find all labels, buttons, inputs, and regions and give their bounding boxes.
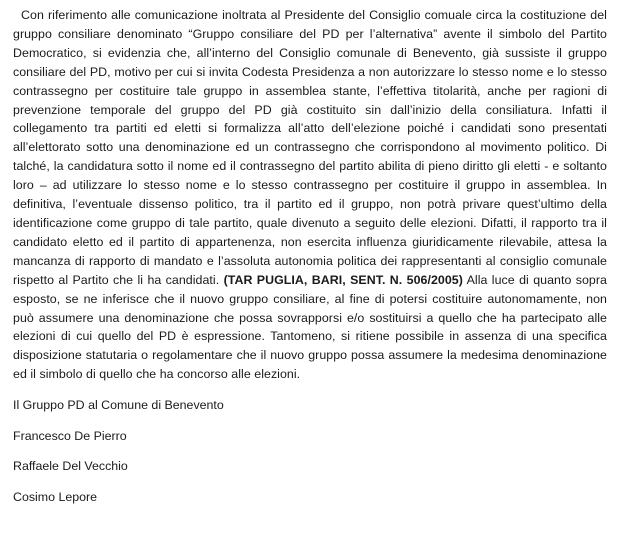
signature-name-2: Raffaele Del Vecchio [13, 459, 128, 474]
signature-block [13, 396, 607, 506]
body-text-part-2: Alla luce di quanto sopra esposto, se ne inferisce che il nuovo gruppo consiliare, al fine di potersi costituire autonomamente, non può assumere una denominazione che possa sovrapporsi e/o sostituirsi a quello che ha partecipato alle elezioni di cui quello del PD è espressione. Tantomeno, si ritiene possibile in assenza di una specifica disposizione statutaria o regolamentare che il nuovo gruppo possa assumere la medesima denominazione ed il simbolo di quello che ha concorso alle elezioni. [13, 272, 607, 382]
letter-body [13, 6, 607, 384]
signature-group: Il Gruppo PD al Comune di Benevento [13, 398, 224, 413]
signature-name-3: Cosimo Lepore [13, 489, 98, 504]
legal-reference: (TAR PUGLIA, BARI, SENT. N. 506/2005) [223, 272, 463, 287]
signature-name-1: Francesco De Pierro [13, 428, 127, 443]
body-text-part-1: Con riferimento alle comunicazione inoltrata al Presidente del Consiglio comuale circa la costituzione del gruppo consiliare denominato “Gruppo consiliare del PD per l’alternativa” avente il simbolo del Partito Democratico, si evidenzia che, all’interno del Consiglio comunale di Benevento, già sussiste il gruppo consiliare del PD, motivo per cui si invita Codesta Presidenza a non autorizzare lo stesso nome e lo stesso contrassegno per costituire tale gruppo in assemblea stante, l’effettiva titolarità, anche per ragioni di prevenzione temporale del gruppo del PD già costituito sin dall’inizio della consiliatura. Infatti il collegamento tra partiti ed eletti si formalizza all’atto dell’elezione poiché i candidati sono presentati all’elettorato sotto una denominazione ed un contrassegno che corrispondono al movimento politico. Di talché, la candidatura sotto il nome ed il contrassegno del partito abilita di pieno diritto gli eletti - e soltanto loro – ad utilizzare lo stesso nome e lo stesso contrassegno per costituire il gruppo in assemblea. In definitiva, l’eventuale dissenso politico, tra il partito ed il gruppo, non potrà privare quest’ultimo della identificazione come gruppo di tale partito, quale divenuto a seguito delle elezioni. Difatti, il rapporto tra il candidato eletto ed il partito di appartenenza, non esercita influenza giuridicamente rilevabile, attesa la mancanza di rapporto di mandato e l’assoluta autonomia politica dei rappresentanti al consiglio comunale rispetto al Partito che li ha candidati. [13, 8, 607, 287]
